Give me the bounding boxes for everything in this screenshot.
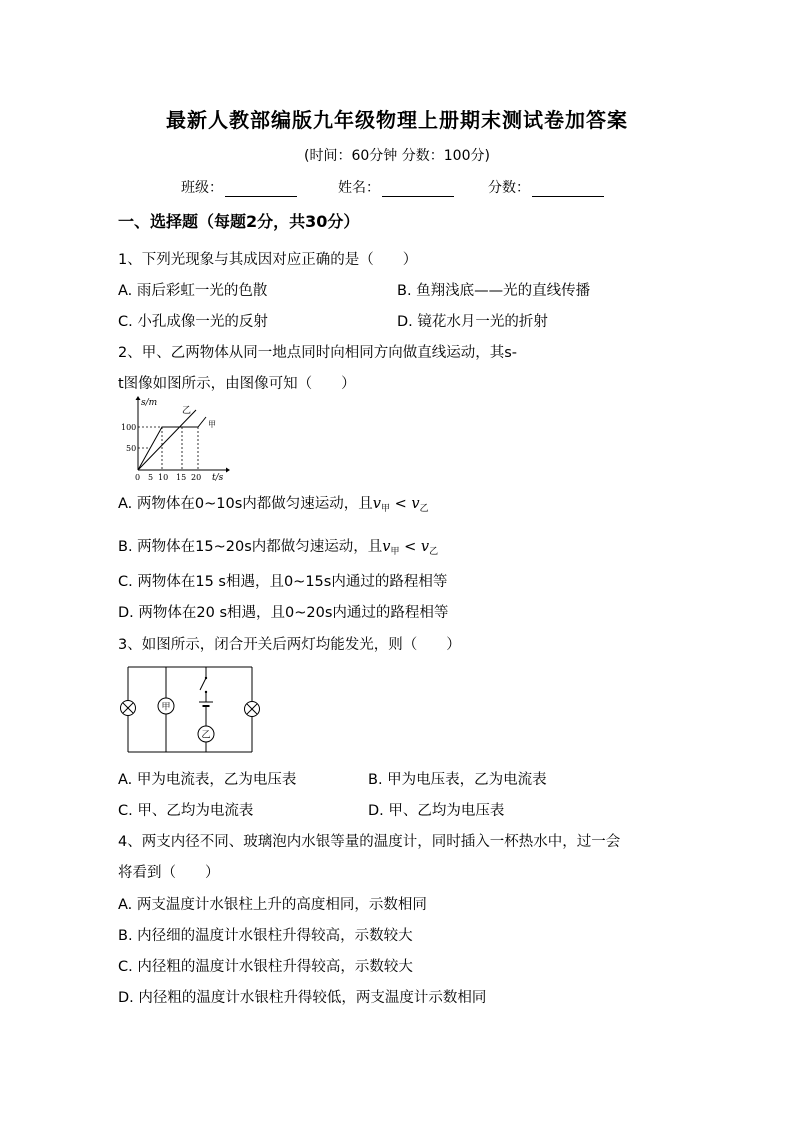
v-symbol: v	[411, 496, 420, 512]
q4-option-b: B. 内径细的温度计水银柱升得较高，示数较大	[118, 928, 413, 944]
q2-option-c: C. 两物体在15 s相遇，且0~15s内通过的路程相等	[118, 574, 448, 590]
meter-jia-label: 甲	[161, 702, 171, 713]
section-heading: 一、选择题（每题2分，共30分）	[118, 212, 360, 231]
st-graph	[118, 396, 230, 484]
x-tick-10: 10	[158, 473, 169, 482]
q2-stem-line1: 2、甲、乙两物体从同一地点同时向相同方向做直线运动，其s-	[118, 345, 518, 361]
v-sub-yi: 乙	[419, 504, 429, 514]
page-title: 最新人教部编版九年级物理上册期末测试卷加答案	[166, 108, 628, 132]
v-symbol: v	[372, 496, 381, 512]
x-axis-arrow	[226, 468, 230, 473]
v-sub-jia: 甲	[390, 547, 400, 557]
y-axis-label: s/m	[141, 398, 158, 408]
lamp-right-icon	[245, 702, 260, 717]
circuit-diagram	[118, 660, 260, 756]
q1-option-c: C. 小孔成像一光的反射	[118, 314, 268, 330]
time-score-subtitle: (时间：60分钟 分数：100分)	[304, 148, 490, 164]
class-field	[181, 177, 297, 197]
x-tick-15: 15	[176, 473, 187, 482]
score-label: 分数：	[488, 180, 530, 196]
v-sub-jia: 甲	[380, 504, 390, 514]
q4-stem-line1: 4、两支内径不同、玻璃泡内水银等量的温度计，同时插入一杯热水中，过一会	[118, 834, 621, 850]
q4-option-d: D. 内径粗的温度计水银柱升得较低，两支温度计示数相同	[118, 990, 487, 1006]
q1-stem: 1、下列光现象与其成因对应正确的是（ ）	[118, 252, 418, 268]
q1-option-a: A. 雨后彩虹一光的色散	[118, 283, 268, 299]
line-jia	[138, 417, 206, 470]
class-blank	[225, 182, 297, 197]
x-tick-5: 5	[148, 473, 154, 482]
score-blank	[532, 182, 604, 197]
q2-option-b-text: B. 两物体在15~20s内都做匀速运动，且	[118, 539, 383, 555]
x-tick-20: 20	[191, 473, 202, 482]
q2-option-b	[118, 535, 438, 557]
class-label: 班级：	[181, 180, 223, 196]
x-axis-label: t/s	[212, 473, 224, 483]
lamp-left-icon	[121, 701, 136, 716]
meter-yi-label: 乙	[201, 730, 211, 741]
q3-option-c: C. 甲、乙均为电流表	[118, 803, 254, 819]
name-field	[338, 177, 454, 197]
switch-icon	[200, 678, 206, 690]
name-blank	[382, 182, 454, 197]
q3-stem: 3、如图所示，闭合开关后两灯均能发光，则（ ）	[118, 637, 461, 653]
y-tick-100: 100	[121, 423, 137, 432]
q3-option-b: B. 甲为电压表，乙为电流表	[368, 772, 547, 788]
q3-option-d: D. 甲、乙均为电压表	[368, 803, 505, 819]
x-tick-0: 0	[135, 473, 141, 482]
label-jia: 甲	[208, 420, 216, 429]
line-yi	[138, 410, 196, 470]
q2-stem-line2: t图像如图所示，由图像可知（ ）	[118, 376, 356, 392]
name-label: 姓名：	[338, 180, 380, 196]
y-tick-50: 50	[126, 444, 137, 453]
q1-option-d: D. 镜花水月一光的折射	[397, 314, 548, 330]
v-symbol: v	[382, 539, 391, 555]
v-symbol: v	[420, 539, 430, 555]
battery-icon	[199, 702, 213, 706]
v-sub-yi: 乙	[429, 547, 439, 557]
less-than-sign: <	[399, 539, 421, 555]
q4-option-c: C. 内径粗的温度计水银柱升得较高，示数较大	[118, 959, 413, 975]
y-axis-arrow	[136, 396, 141, 400]
q2-option-a-text: A. 两物体在0~10s内都做匀速运动，且	[118, 496, 373, 512]
q2-option-a	[118, 492, 429, 514]
q3-option-a: A. 甲为电流表，乙为电压表	[118, 772, 297, 788]
label-yi: 乙	[182, 406, 192, 416]
q4-stem-line2: 将看到（ ）	[118, 865, 220, 881]
less-than-sign: <	[389, 496, 412, 512]
q2-option-d: D. 两物体在20 s相遇，且0~20s内通过的路程相等	[118, 605, 449, 621]
q1-option-b: B. 鱼翔浅底——光的直线传播	[397, 283, 591, 299]
q4-option-a: A. 两支温度计水银柱上升的高度相同，示数相同	[118, 897, 427, 913]
score-field	[488, 177, 604, 197]
